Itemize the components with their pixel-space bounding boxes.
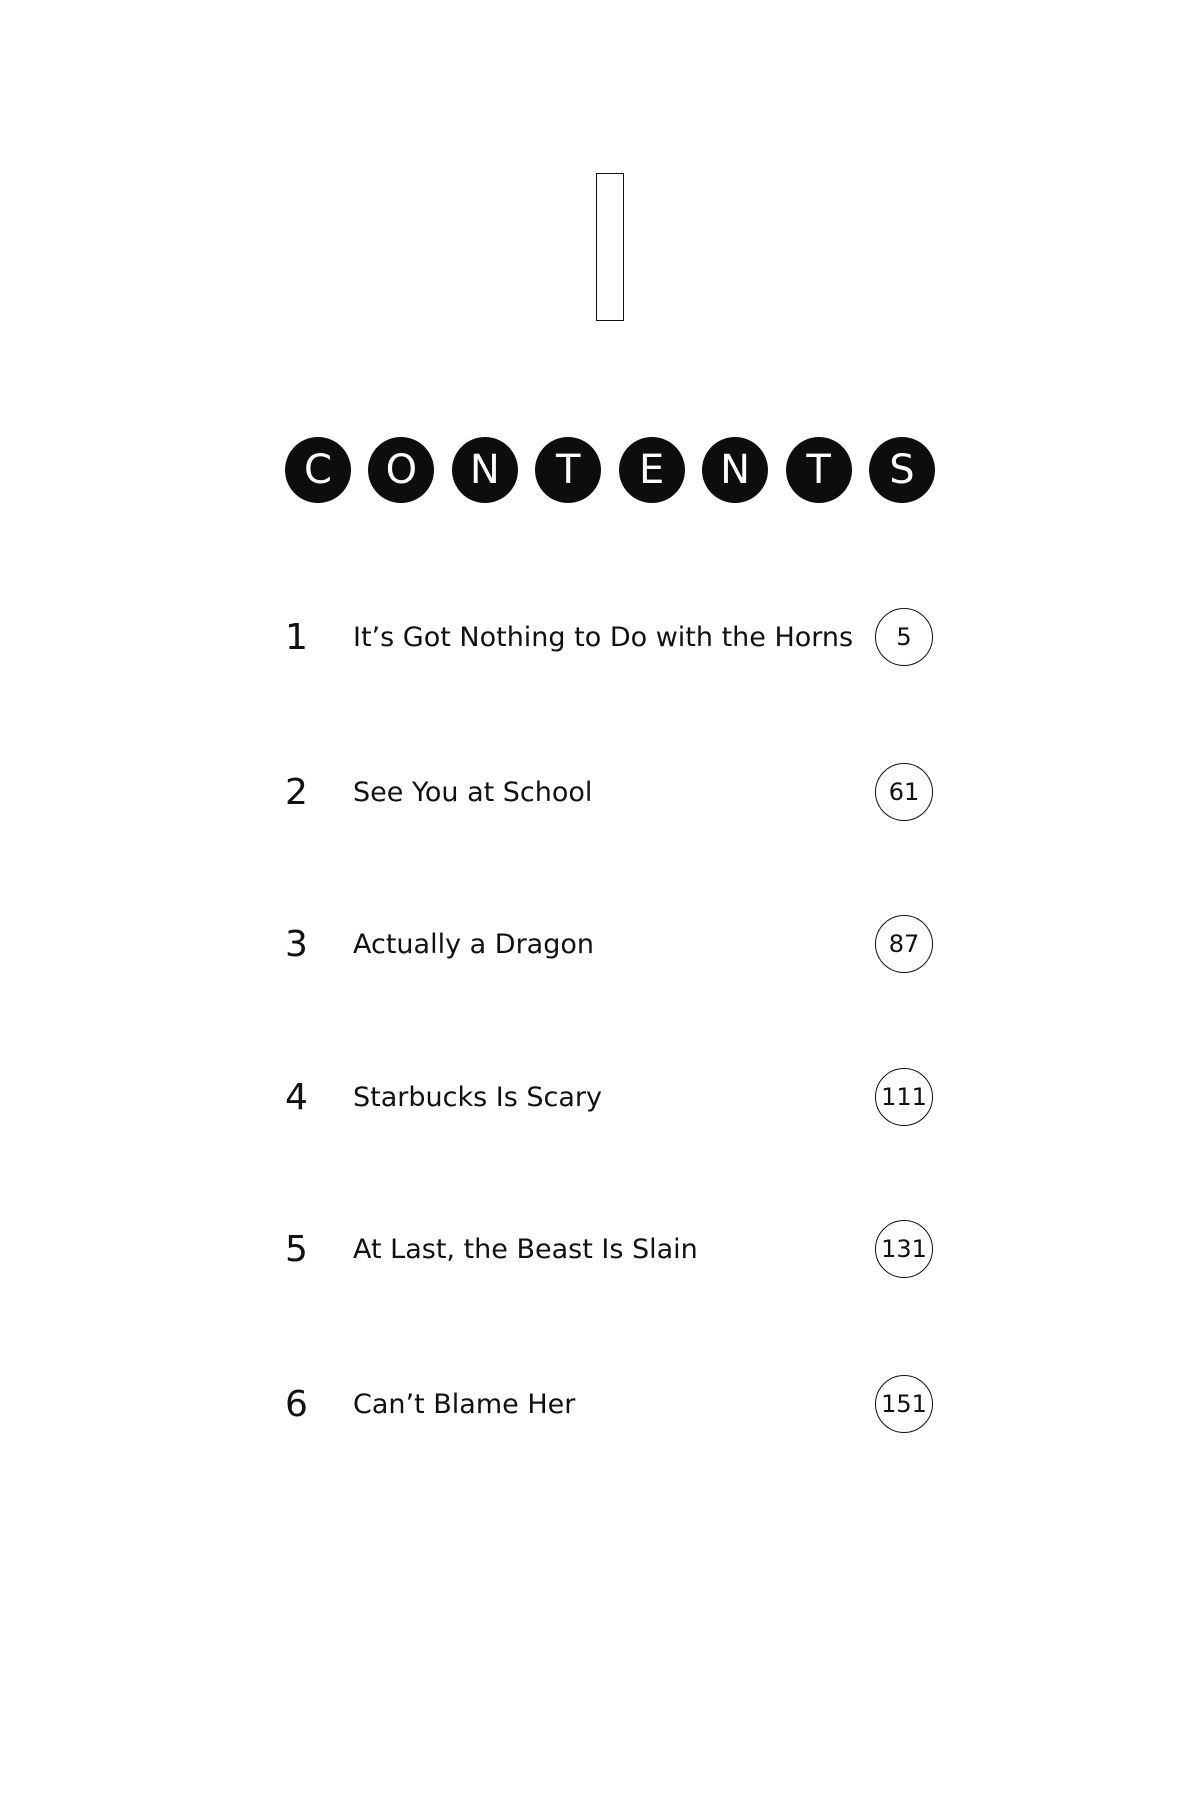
chapter-title[interactable]: See You at School xyxy=(353,777,593,808)
toc-entry[interactable] xyxy=(285,915,935,975)
decorative-bar xyxy=(596,173,624,321)
page-number: 151 xyxy=(875,1375,933,1433)
contents-title xyxy=(285,437,935,503)
title-letter: N xyxy=(702,437,768,503)
page-number: 131 xyxy=(875,1220,933,1278)
title-letter: T xyxy=(786,437,852,503)
page-number: 61 xyxy=(875,763,933,821)
toc-entry[interactable] xyxy=(285,608,935,668)
toc-entry[interactable] xyxy=(285,1220,935,1280)
chapter-title[interactable]: At Last, the Beast Is Slain xyxy=(353,1234,698,1265)
chapter-number: 4 xyxy=(285,1077,308,1118)
chapter-number: 3 xyxy=(285,924,308,965)
title-letter: S xyxy=(869,437,935,503)
title-letter: O xyxy=(368,437,434,503)
title-letter: T xyxy=(535,437,601,503)
chapter-title[interactable]: Can’t Blame Her xyxy=(353,1389,576,1420)
page-number: 111 xyxy=(875,1068,933,1126)
page-number: 5 xyxy=(875,608,933,666)
title-letter: C xyxy=(285,437,351,503)
toc-entry[interactable] xyxy=(285,763,935,823)
toc-entry[interactable] xyxy=(285,1375,935,1435)
title-letter: N xyxy=(452,437,518,503)
chapter-title[interactable]: Actually a Dragon xyxy=(353,929,594,960)
title-letter: E xyxy=(619,437,685,503)
chapter-number: 2 xyxy=(285,772,308,813)
chapter-number: 1 xyxy=(285,617,308,658)
chapter-number: 6 xyxy=(285,1384,308,1425)
chapter-title[interactable]: Starbucks Is Scary xyxy=(353,1082,602,1113)
chapter-number: 5 xyxy=(285,1229,308,1270)
toc-entry[interactable] xyxy=(285,1068,935,1128)
page-number: 87 xyxy=(875,915,933,973)
chapter-title[interactable]: It’s Got Nothing to Do with the Horns xyxy=(353,622,854,653)
